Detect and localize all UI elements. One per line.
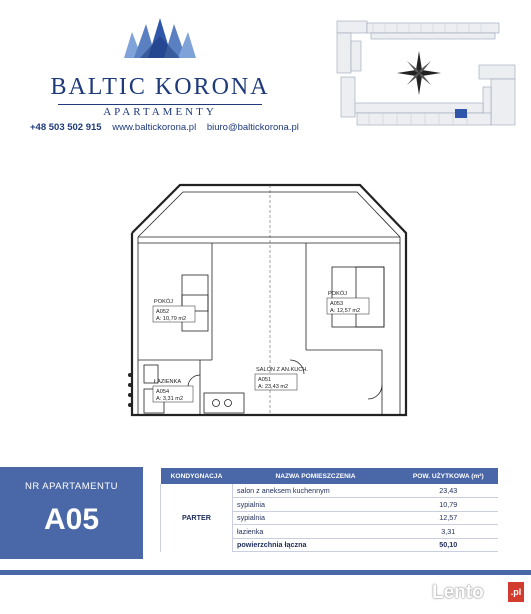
lento-watermark [432, 580, 524, 608]
logo-divider [58, 104, 262, 105]
room-name-cell: łazienka [233, 525, 399, 539]
room-code-a053: A053 [330, 301, 344, 307]
room-code-a051: A051 [258, 377, 272, 383]
header-room-name: NAZWA POMIESZCZENIA [233, 468, 399, 484]
watermark-text: Lento [432, 582, 484, 603]
room-area-a052: A: 10,79 m2 [156, 316, 187, 322]
room-code-a054: A054 [156, 389, 170, 395]
room-area-cell: 23,43 [399, 484, 499, 498]
floor-cell: PARTER [161, 484, 233, 552]
apartment-number: A05 [43, 503, 100, 536]
footer-bar [0, 570, 531, 575]
watermark-suffix: .pl [508, 582, 524, 602]
floor-plan [120, 175, 420, 425]
room-code-a052: A052 [156, 309, 170, 315]
email-link[interactable]: biuro@baltickorona.pl [206, 122, 299, 133]
room-area-a054: A: 3,31 m2 [156, 396, 184, 402]
highlighted-apartment [455, 109, 467, 118]
total-label: powierzchnia łączna [233, 538, 399, 552]
total-area: 50,10 [399, 538, 499, 552]
room-name-a052: POKÓJ [154, 299, 173, 305]
site-plan [333, 17, 519, 133]
apartment-label: NR APARTAMENTU [24, 481, 119, 492]
room-area-a051: A: 23,43 m2 [258, 384, 289, 390]
brand-logo [40, 18, 280, 118]
room-area-cell: 10,79 [399, 498, 499, 512]
contact-line [30, 122, 299, 133]
table-row [161, 484, 499, 498]
room-name-cell: sypialnia [233, 511, 399, 525]
header-floor: KONDYGNACJA [161, 468, 233, 484]
room-name-cell: sypialnia [233, 498, 399, 512]
compass-rose-icon [397, 51, 441, 95]
room-name-cell: salon z aneksem kuchennym [233, 484, 399, 498]
room-area-cell: 3,31 [399, 525, 499, 539]
room-name-a051: SALON Z AN.KUCH. [256, 367, 308, 373]
website-link[interactable]: www.baltickorona.pl [112, 122, 197, 133]
room-area-cell: 12,57 [399, 511, 499, 525]
crown-icon [122, 18, 198, 60]
brand-subtitle: APARTAMENTY [103, 106, 217, 118]
table-header-row [161, 468, 499, 484]
header-area: POW. UŻYTKOWA (m²) [399, 468, 499, 484]
room-name-a054: ŁAZIENKA [154, 379, 182, 385]
phone-number[interactable]: +48 503 502 915 [30, 122, 102, 133]
room-area-a053: A: 12,57 m2 [330, 308, 361, 314]
apartment-number-box [0, 467, 143, 559]
brand-name: BALTIC KORONA [50, 74, 270, 100]
room-name-a053: POKÓJ [328, 291, 347, 297]
rooms-table [160, 468, 498, 552]
